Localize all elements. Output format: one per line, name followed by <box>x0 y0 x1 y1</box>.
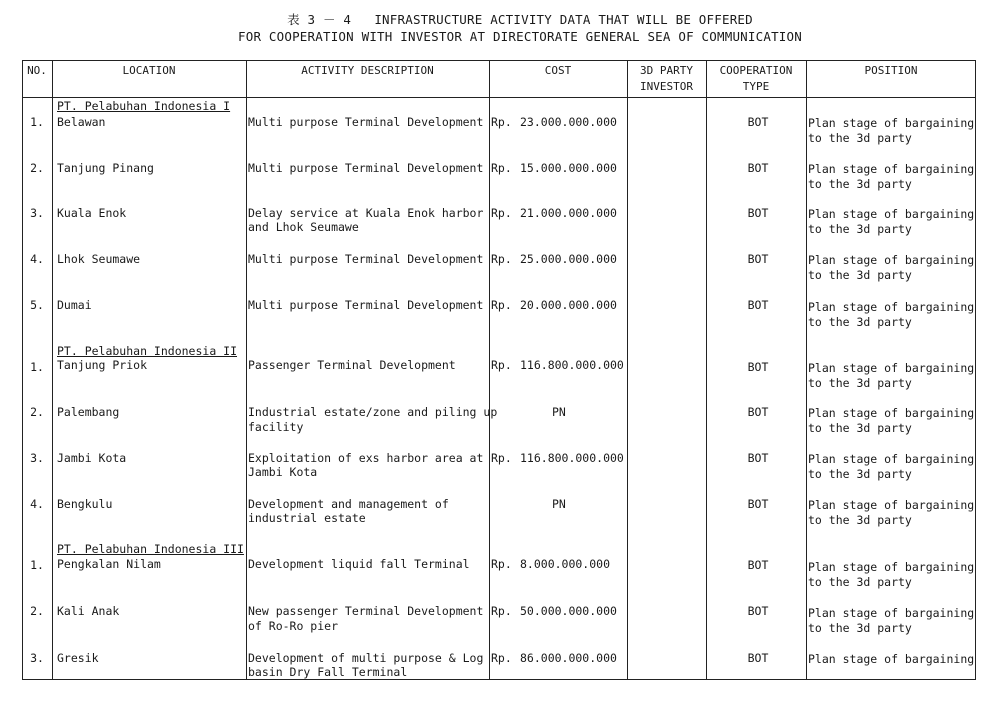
row-cost-amount: 23.000.000.000 <box>520 115 617 129</box>
row-position: Plan stage of bargaining <box>808 452 975 466</box>
row-cooperation: BOT <box>747 206 769 220</box>
row-activity: of Ro-Ro pier <box>248 619 339 633</box>
row-cost-currency: Rp. <box>491 161 512 175</box>
row-location: Palembang <box>57 405 120 419</box>
row-cooperation: BOT <box>747 604 769 618</box>
row-activity: Jambi Kota <box>248 465 318 479</box>
row-position: Plan stage of bargaining <box>808 560 975 574</box>
row-activity: Delay service at Kuala Enok harbor <box>248 206 484 220</box>
row-activity: facility <box>248 420 304 434</box>
row-cost-amount: 116.800.000.000 <box>520 451 624 465</box>
column-divider <box>627 60 628 680</box>
row-location: Kuala Enok <box>57 206 127 220</box>
row-position: to the 3d party <box>808 575 912 589</box>
row-number: 1. <box>30 558 44 572</box>
row-cost-amount: 25.000.000.000 <box>520 252 617 266</box>
row-position: Plan stage of bargaining <box>808 207 975 221</box>
row-activity: Multi purpose Terminal Development <box>248 161 484 175</box>
row-cost-amount: 20.000.000.000 <box>520 298 617 312</box>
row-position: Plan stage of bargaining <box>808 406 975 420</box>
row-cost-amount: 50.000.000.000 <box>520 604 617 618</box>
row-cost-currency: Rp. <box>491 651 512 665</box>
row-cost-amount: PN <box>552 405 566 419</box>
row-cost-currency: Rp. <box>491 252 512 266</box>
row-cooperation: BOT <box>747 115 769 129</box>
header-rule <box>22 97 976 98</box>
row-location: Belawan <box>57 115 106 129</box>
row-position: Plan stage of bargaining <box>808 162 975 176</box>
row-cost-currency: Rp. <box>491 115 512 129</box>
group-label: PT. Pelabuhan Indonesia III <box>57 542 244 556</box>
group-label: PT. Pelabuhan Indonesia I <box>57 99 231 113</box>
row-number: 5. <box>30 298 44 312</box>
row-number: 2. <box>30 161 44 175</box>
header-activity: ACTIVITY DESCRIPTION <box>301 64 434 77</box>
row-position: to the 3d party <box>808 315 912 329</box>
document-subtitle: FOR COOPERATION WITH INVESTOR AT DIRECTORATE GENERAL SEA OF COMMUNICATION <box>238 29 802 44</box>
column-divider <box>52 60 53 680</box>
row-cost-amount: 8.000.000.000 <box>520 557 611 571</box>
row-position: to the 3d party <box>808 513 912 527</box>
row-cost-currency: Rp. <box>491 206 512 220</box>
row-position: to the 3d party <box>808 467 912 481</box>
row-position: Plan stage of bargaining <box>808 498 975 512</box>
row-location: Pengkalan Nilam <box>57 557 161 571</box>
row-cost-currency: Rp. <box>491 451 512 465</box>
row-cost-amount: 116.800.000.000 <box>520 358 624 372</box>
row-cost-currency: Rp. <box>491 298 512 312</box>
row-number: 3. <box>30 651 44 665</box>
row-activity: Multi purpose Terminal Development <box>248 298 484 312</box>
row-cost-currency: Rp. <box>491 604 512 618</box>
row-cost-amount: 15.000.000.000 <box>520 161 617 175</box>
row-cooperation: BOT <box>747 651 769 665</box>
row-activity: basin Dry Fall Terminal <box>248 665 408 679</box>
row-cost-currency: Rp. <box>491 557 512 571</box>
header-position: POSITION <box>864 64 918 77</box>
row-activity: New passenger Terminal Development <box>248 604 484 618</box>
header-cooperation <box>706 63 806 95</box>
row-position: to the 3d party <box>808 222 912 236</box>
column-divider <box>706 60 707 680</box>
document-title: 表 3 － 4 INFRASTRUCTURE ACTIVITY DATA THAT WILL BE OFFERED <box>287 12 753 27</box>
row-number: 2. <box>30 604 44 618</box>
row-location: Tanjung Pinang <box>57 161 154 175</box>
row-position: Plan stage of bargaining <box>808 652 975 666</box>
row-number: 3. <box>30 206 44 220</box>
row-location: Jambi Kota <box>57 451 127 465</box>
header-location: LOCATION <box>122 64 176 77</box>
row-activity: Multi purpose Terminal Development <box>248 115 484 129</box>
row-position: to the 3d party <box>808 131 912 145</box>
row-activity: Development and management of <box>248 497 449 511</box>
row-position: to the 3d party <box>808 621 912 635</box>
row-activity: Multi purpose Terminal Development <box>248 252 484 266</box>
row-number: 3. <box>30 451 44 465</box>
row-location: Kali Anak <box>57 604 120 618</box>
row-cooperation: BOT <box>747 298 769 312</box>
header-cost: COST <box>544 64 572 77</box>
row-position: Plan stage of bargaining <box>808 116 975 130</box>
row-position: Plan stage of bargaining <box>808 300 975 314</box>
header-no: NO. <box>27 64 47 77</box>
header-cooperation-line2: TYPE <box>742 80 770 93</box>
row-number: 4. <box>30 497 44 511</box>
row-number: 1. <box>30 115 44 129</box>
row-location: Lhok Seumawe <box>57 252 141 266</box>
header-third-party-line1: 3D PARTY <box>640 64 693 77</box>
column-divider <box>489 60 490 680</box>
row-cooperation: BOT <box>747 558 769 572</box>
group-label: PT. Pelabuhan Indonesia II <box>57 344 238 358</box>
row-location: Tanjung Priok <box>57 358 148 372</box>
row-position: Plan stage of bargaining <box>808 361 975 375</box>
header-cooperation-line1: COOPERATION <box>719 64 793 77</box>
row-cost-currency: Rp. <box>491 358 512 372</box>
row-cooperation: BOT <box>747 405 769 419</box>
row-activity: Development of multi purpose & Log <box>248 651 484 665</box>
row-activity: Exploitation of exs harbor area at <box>248 451 484 465</box>
row-location: Bengkulu <box>57 497 113 511</box>
row-location: Gresik <box>57 651 99 665</box>
header-third-party <box>627 63 706 95</box>
row-position: to the 3d party <box>808 376 912 390</box>
row-cost-amount: 21.000.000.000 <box>520 206 617 220</box>
row-activity: industrial estate <box>248 511 366 525</box>
row-number: 1. <box>30 360 44 374</box>
row-cost-amount: 86.000.000.000 <box>520 651 617 665</box>
row-cooperation: BOT <box>747 451 769 465</box>
row-number: 4. <box>30 252 44 266</box>
header-third-party-line2: INVESTOR <box>640 80 693 93</box>
row-position: Plan stage of bargaining <box>808 253 975 267</box>
row-position: to the 3d party <box>808 421 912 435</box>
row-position: Plan stage of bargaining <box>808 606 975 620</box>
row-position: to the 3d party <box>808 268 912 282</box>
row-position: to the 3d party <box>808 177 912 191</box>
column-divider <box>246 60 247 680</box>
row-activity: Development liquid fall Terminal <box>248 557 470 571</box>
row-cooperation: BOT <box>747 360 769 374</box>
row-activity: Industrial estate/zone and piling up <box>248 405 498 419</box>
row-location: Dumai <box>57 298 92 312</box>
row-activity: Passenger Terminal Development <box>248 358 456 372</box>
row-cooperation: BOT <box>747 161 769 175</box>
row-cooperation: BOT <box>747 252 769 266</box>
row-number: 2. <box>30 405 44 419</box>
row-cooperation: BOT <box>747 497 769 511</box>
row-activity: and Lhok Seumawe <box>248 220 359 234</box>
column-divider <box>806 60 807 680</box>
row-cost-amount: PN <box>552 497 566 511</box>
